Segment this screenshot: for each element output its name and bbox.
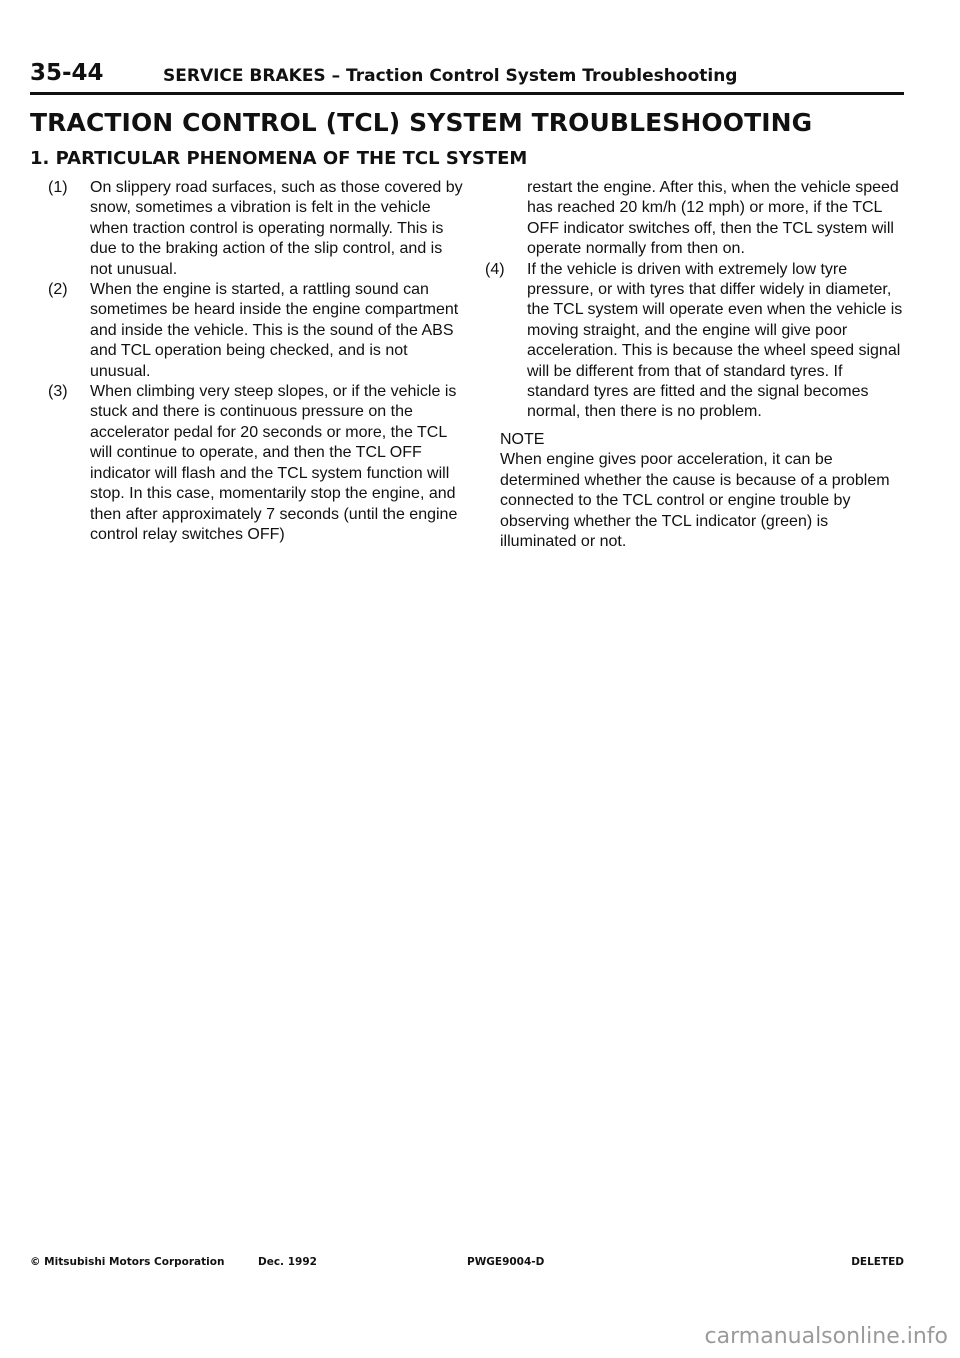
item-text: restart the engine. After this, when the vehicle speed has reached 20 km/h (12 mph) or more, if the TCL OFF indicator switches off, then the TCL system will operate normally from then on. xyxy=(527,179,899,258)
item-text: On slippery road surfaces, such as those covered by snow, sometimes a vibration is felt in the vehicle when traction control is operating normally. This is due to the braking action of the slip control, and is not unusual. xyxy=(90,179,463,278)
page-footer xyxy=(30,1256,904,1272)
item-text: When climbing very steep slopes, or if the vehicle is stuck and there is continuous pressure on the accelerator pedal for 20 seconds or more, the TCL will continue to operate, and then the TCL OFF indicator will flash and the TCL system function will stop. In this case, momentarily stop the engine, and then after approximately 7 seconds (until the engine control relay switches OFF) xyxy=(90,383,458,543)
item-number: (1) xyxy=(48,179,68,196)
item-number: (2) xyxy=(48,281,68,299)
item-text: When the engine is started, a rattling sound can sometimes be heard inside the engine compartment and inside the vehicle. This is the sound of the ABS and TCL operation being checked, and is not unusual. xyxy=(90,281,459,380)
watermark: carmanualsonline.info xyxy=(704,1324,948,1349)
document-title: TRACTION CONTROL (TCL) SYSTEM TROUBLESHOOTING xyxy=(30,108,813,137)
section-heading: 1. PARTICULAR PHENOMENA OF THE TCL SYSTEM xyxy=(30,148,528,169)
item-text: If the vehicle is driven with extremely low tyre pressure, or with tyres that differ widely in diameter, the TCL system will operate even when the vehicle is moving straight, and the engine will give poor acceleration. This is because the wheel speed signal will be different from that of standard tyres. If standard tyres are fitted and the signal becomes normal, then there is no problem. xyxy=(527,260,903,421)
list-item xyxy=(48,382,464,545)
list-item xyxy=(48,280,464,382)
list-item xyxy=(48,178,464,280)
item-number: (3) xyxy=(48,383,68,401)
item-number: (4) xyxy=(485,260,505,278)
note-text: When engine gives poor acceleration, it can be determined whether the cause is because of a problem connected to the TCL control or engine trouble by observing whether the TCL indicator (green) is illuminated or not. xyxy=(500,451,890,550)
note-label: NOTE xyxy=(500,430,545,448)
footer-date: Dec. 1992 xyxy=(258,1256,317,1268)
header-title: SERVICE BRAKES – Traction Control System Troubleshooting xyxy=(163,66,738,86)
footer-copyright: © Mitsubishi Motors Corporation xyxy=(30,1256,225,1268)
right-column xyxy=(485,178,904,552)
footer-status: DELETED xyxy=(851,1256,904,1268)
left-column xyxy=(48,178,464,545)
list-item xyxy=(485,260,904,423)
footer-code: PWGE9004-D xyxy=(467,1256,545,1268)
list-item-continuation xyxy=(500,178,904,260)
page-number: 35-44 xyxy=(30,60,104,86)
page-header xyxy=(30,62,904,95)
